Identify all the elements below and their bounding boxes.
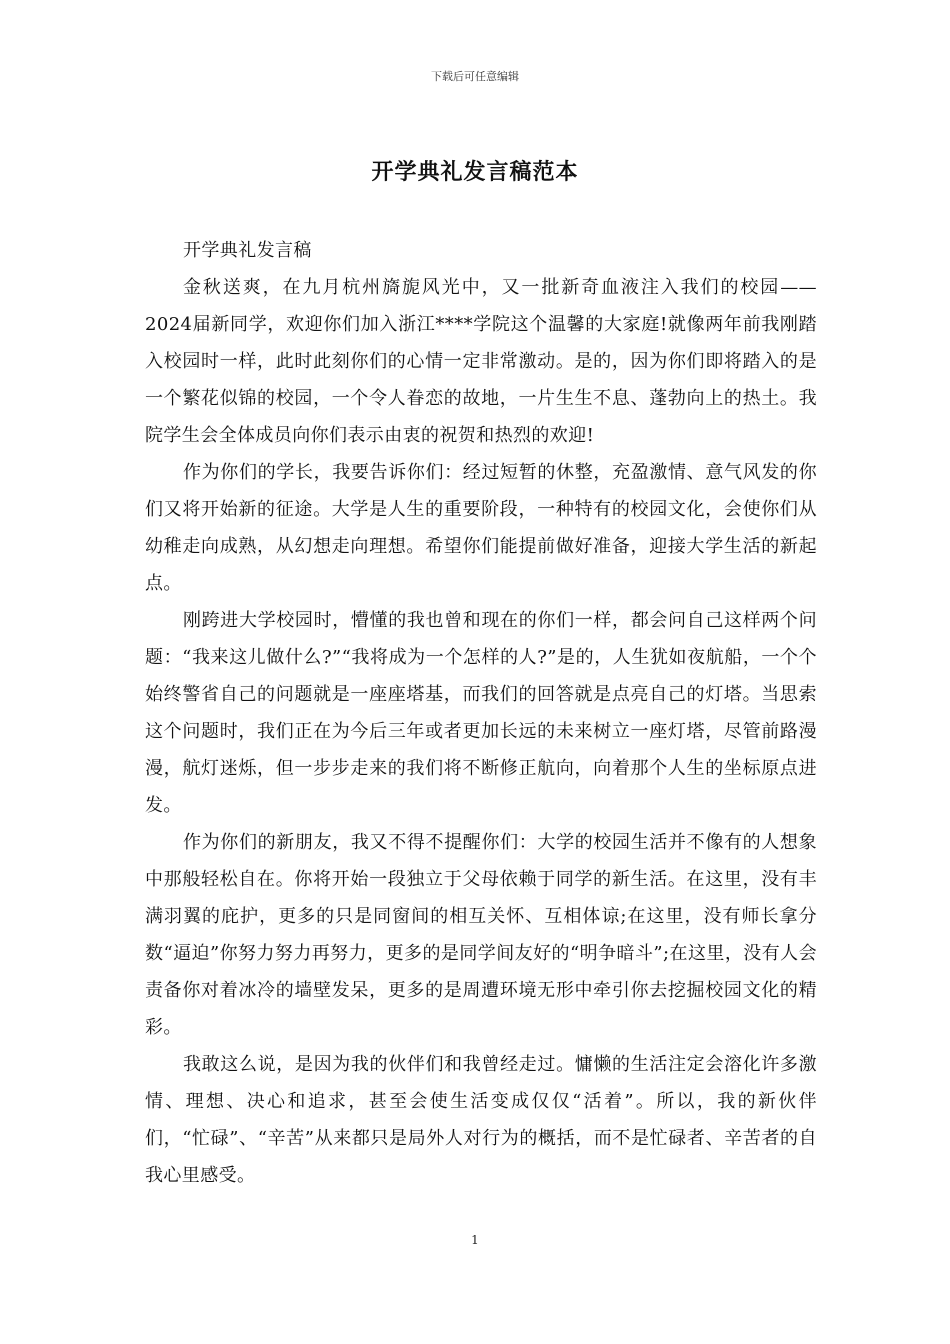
page-number: 1: [471, 1233, 479, 1247]
paragraph: 金秋送爽，在九月杭州旖旎风光中，又一批新奇血液注入我们的校园——2024届新同学，欢迎你们加入浙江****学院这个温馨的大家庭!就像两年前我刚踏入校园时一样，此时此刻你们的心情一定非常激动。是的，因为你们即将踏入的是一个繁花似锦的校园，一个令人眷恋的故地，一片生生不息、蓬勃向上的热土。我院学生会全体成员向你们表示由衷的祝贺和热烈的欢迎!: [145, 277, 817, 446]
header-note: 下载后可任意编辑: [431, 70, 519, 83]
paragraph: 刚跨进大学校园时，懵懂的我也曾和现在的你们一样，都会问自己这样两个问题：“我来这儿做什么?”“我将成为一个怎样的人?”是的，人生犹如夜航船，一个个始终警省自己的问题就是一座座塔基，而我们的回答就是点亮自己的灯塔。当思索这个问题时，我们正在为今后三年或者更加长远的未来树立一座灯塔，尽管前路漫漫，航灯迷烁，但一步步走来的我们将不断修正航向，向着那个人生的坐标原点进发。: [145, 610, 817, 816]
paragraph: 我敢这么说，是因为我的伙伴们和我曾经走过。慵懒的生活注定会溶化许多激情、理想、决心和追求，甚至会使生活变成仅仅“活着”。所以，我的新伙伴们，“忙碌”、“辛苦”从来都只是局外人对行为的概括，而不是忙碌者、辛苦者的自我心里感受。: [145, 1054, 817, 1186]
paragraph-subtitle: 开学典礼发言稿: [183, 240, 312, 261]
paragraph: 作为你们的学长，我要告诉你们：经过短暂的休整，充盈激情、意气风发的你们又将开始新的征途。大学是人生的重要阶段，一种特有的校园文化，会使你们从幼稚走向成熟，从幻想走向理想。希望你们能提前做好准备，迎接大学生活的新起点。: [145, 462, 817, 594]
document-title: 开学典礼发言稿范本: [371, 159, 579, 185]
document-body: [145, 232, 817, 1194]
paragraph: 作为你们的新朋友，我又不得不提醒你们：大学的校园生活并不像有的人想象中那般轻松自在。你将开始一段独立于父母依赖于同学的新生活。在这里，没有丰满羽翼的庇护，更多的只是同窗间的相互关怀、互相体谅;在这里，没有师长拿分数“逼迫”你努力努力再努力，更多的是同学间友好的“明争暗斗”;在这里，没有人会责备你对着冰冷的墙壁发呆，更多的是周遭环境无形中牵引你去挖掘校园文化的精彩。: [145, 832, 817, 1038]
